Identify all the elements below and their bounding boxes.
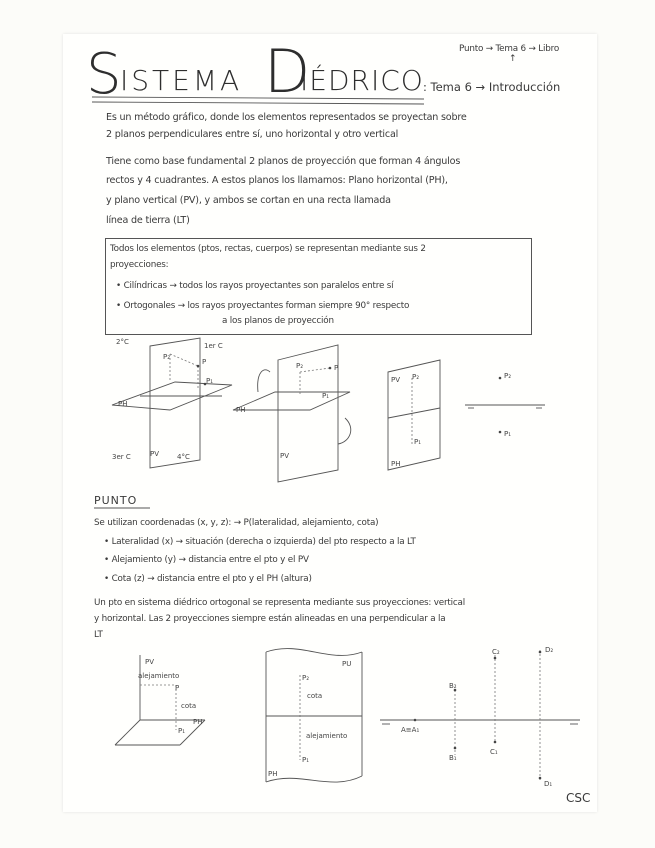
punto-paragraph-1: Un pto en sistema diédrico ortogonal se representa mediante sus proyecciones: vertical <box>94 598 465 608</box>
p-label-d1b: P <box>334 364 339 372</box>
intro-line-2: 2 planos perpendiculares entre sí, uno horizontal y otro vertical <box>106 129 399 140</box>
p2-label-d2b: P₂ <box>302 674 310 682</box>
ph2-label: PH <box>236 406 246 414</box>
punto-heading: PUNTO <box>94 494 138 507</box>
aea-label: A≡A₁ <box>401 726 420 734</box>
box-line-2: proyecciones: <box>110 260 169 270</box>
pv2-label: PV <box>280 452 290 460</box>
p2-label-d1: P₂ <box>163 353 171 361</box>
p-label-d1: P <box>202 358 207 366</box>
alejamiento-label: alejamiento <box>138 672 180 680</box>
b1-label: B₁ <box>449 754 457 762</box>
c1-label: C₁ <box>490 748 498 756</box>
intro-line-4: rectos y 4 cuadrantes. A estos planos los llamamos: Plano horizontal (PH), <box>106 175 448 186</box>
title-istema: ISTEMA <box>120 64 243 97</box>
q3-label: 3er C <box>112 453 131 461</box>
ph-label-d2: PH <box>193 718 203 726</box>
p1-label-d2a: P₁ <box>178 727 186 735</box>
p1-label-d1b: P₁ <box>322 392 330 400</box>
p2-label-d1d: P₂ <box>504 372 512 380</box>
p2-label-d1c: P₂ <box>412 373 420 381</box>
p-label-d2: P <box>175 684 180 692</box>
p1-label-d1: P₁ <box>206 377 214 385</box>
p1-label-d1c: P₁ <box>414 438 422 446</box>
box-bullet-2: • Ortogonales → los rayos proyectantes forman siempre 90° respecto <box>116 301 410 311</box>
d2-label: D₂ <box>545 646 554 654</box>
subtitle: : Tema 6 → Introducción <box>423 80 561 94</box>
q1-label: 1er C <box>204 342 223 350</box>
punto-line-1: Se utilizan coordenadas (x, y, z): → P(lateralidad, alejamiento, cota) <box>94 518 379 528</box>
cota2-label: cota <box>307 692 323 700</box>
punto-paragraph-3: LT <box>94 630 103 640</box>
box-bullet-2b: a los planos de proyección <box>222 316 334 326</box>
title-initial-s: S <box>86 42 122 107</box>
punto-bullet-3: • Cota (z) → distancia entre el pto y el PH (altura) <box>104 574 312 584</box>
alejamiento2-label: alejamiento <box>306 732 348 740</box>
pv3-label: PV <box>391 376 401 384</box>
signature: CSC <box>566 791 591 805</box>
b2-label: B₂ <box>449 682 457 690</box>
intro-line-6: línea de tierra (LT) <box>106 215 190 226</box>
q2-label: 2°C <box>116 338 129 346</box>
cota-label: cota <box>181 702 197 710</box>
ph2-label-d2: PH <box>268 770 278 778</box>
d1-label: D₁ <box>544 780 553 788</box>
p1-label-d2b: P₁ <box>302 756 310 764</box>
intro-line-1: Es un método gráfico, donde los elementos representados se proyectan sobre <box>106 112 467 123</box>
p1-label-d1d: P₁ <box>504 430 512 438</box>
ph-label-d1: PH <box>118 400 128 408</box>
arrow-up-icon: ↑ <box>509 54 517 64</box>
pv-label-d2: PV <box>145 658 155 666</box>
p2-label-d1b: P₂ <box>296 362 304 370</box>
box-bullet-1: • Cilíndricas → todos los rayos proyectantes son paralelos entre sí <box>116 281 394 291</box>
intro-line-5: y plano vertical (PV), y ambos se cortan en una recta llamada <box>106 195 391 206</box>
top-right-note: Punto → Tema 6 → Libro <box>459 44 560 54</box>
box-line-1: Todos los elementos (ptos, rectas, cuerpos) se representan mediante sus 2 <box>110 244 426 254</box>
punto-bullet-1: • Lateralidad (x) → situación (derecha o izquierda) del pto respecto a la LT <box>104 537 416 547</box>
intro-line-3: Tiene como base fundamental 2 planos de proyección que forman 4 ángulos <box>106 156 461 167</box>
c2-label: C₂ <box>492 648 500 656</box>
pv-label-d1: PV <box>150 450 160 458</box>
ph3-label: PH <box>391 460 401 468</box>
punto-paragraph-2: y horizontal. Las 2 proyecciones siempre están alineadas en una perpendicular a la <box>94 614 446 624</box>
pu-label: PU <box>342 660 352 668</box>
q4-label: 4°C <box>177 453 190 461</box>
punto-bullet-2: • Alejamiento (y) → distancia entre el pto y el PV <box>104 555 309 565</box>
title-iedrico: IÉDRICO <box>300 64 424 97</box>
title-initial-d: D <box>264 37 311 107</box>
